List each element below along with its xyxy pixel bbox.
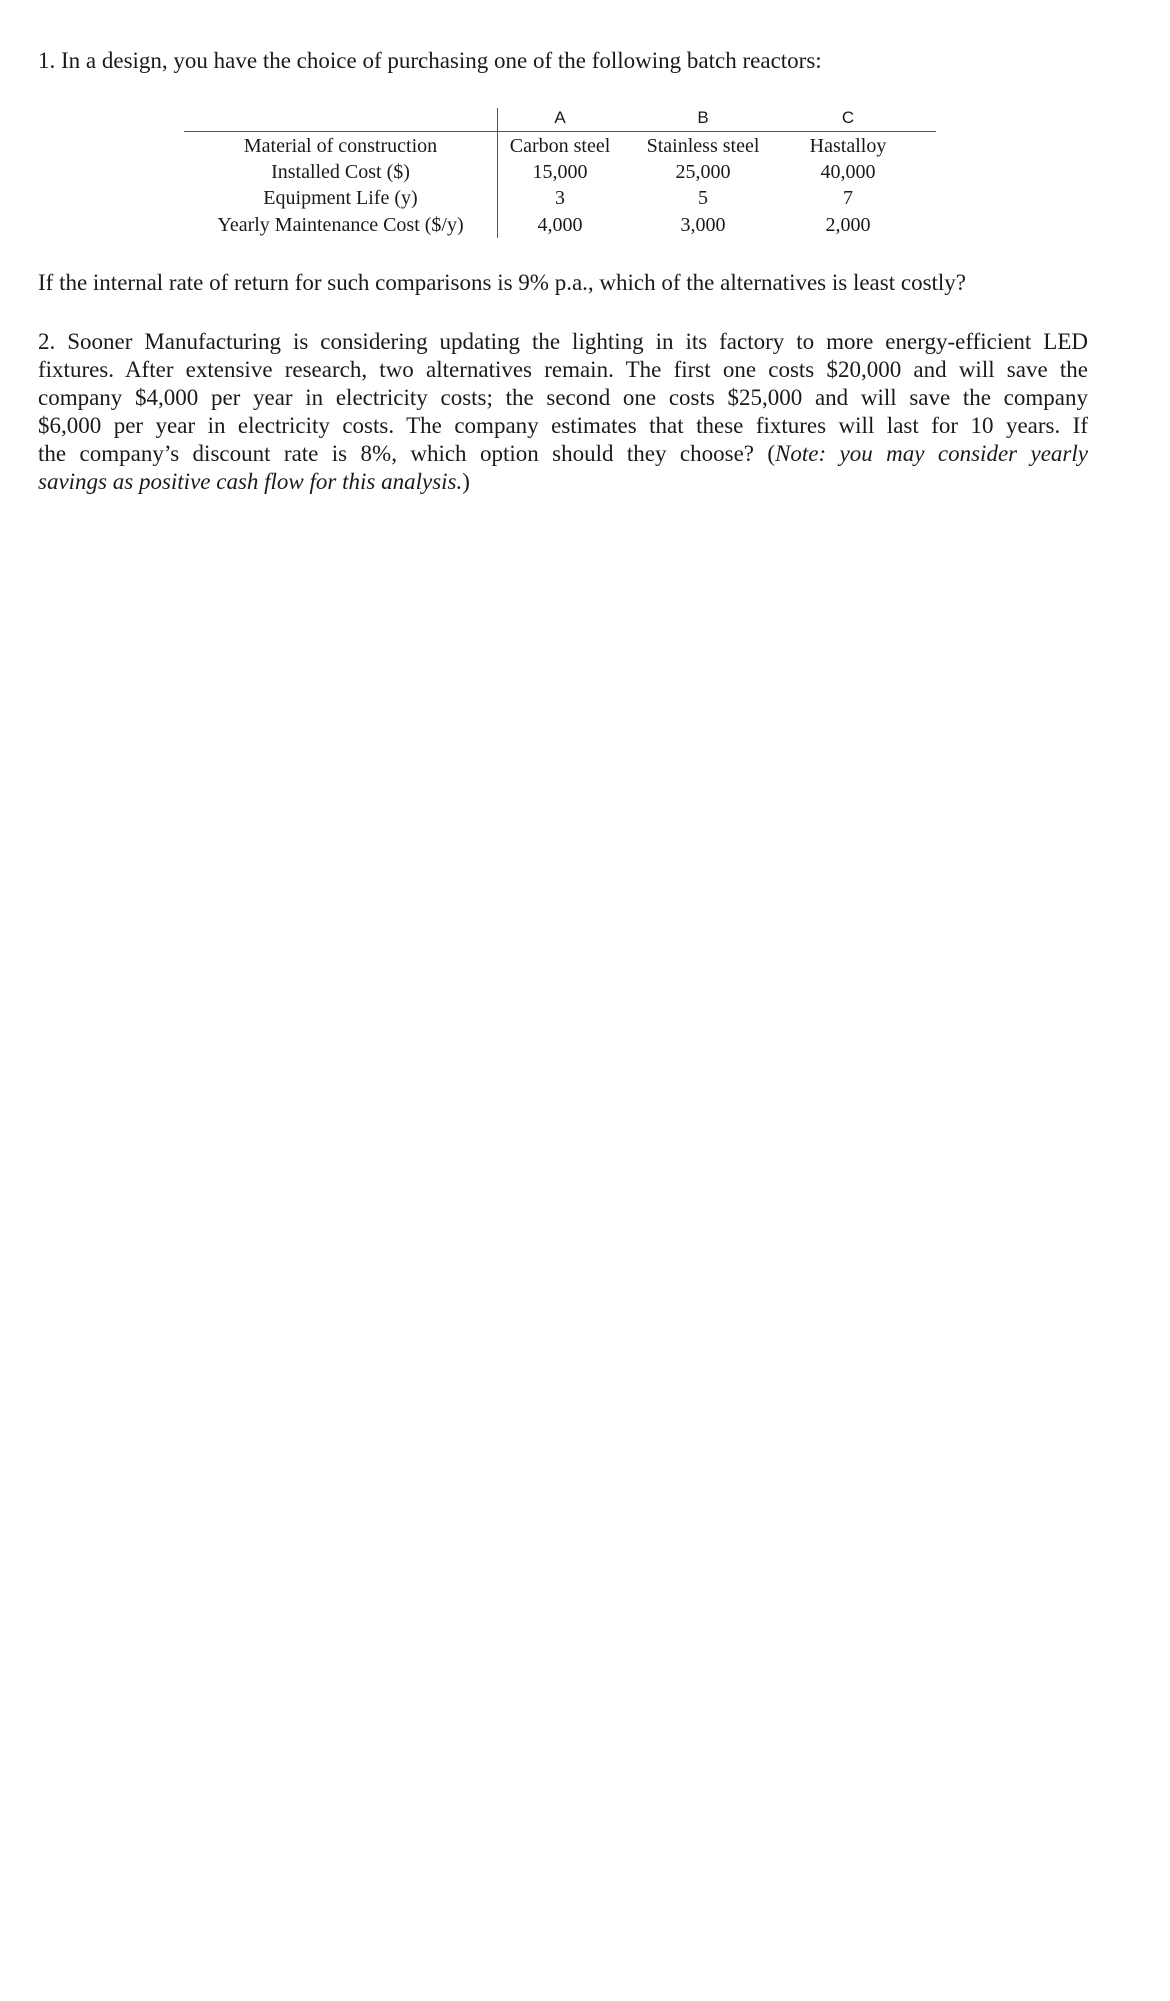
column-header-c: C bbox=[841, 108, 855, 127]
row-label-maintenance-cost: Yearly Maintenance Cost ($/y) bbox=[217, 214, 464, 236]
cell-material-b: Stainless steel bbox=[646, 135, 760, 157]
question-2-text: the company’s discount rate is 8%, which option should they choose? ( bbox=[38, 441, 776, 466]
cell-equipment-life-a: 3 bbox=[555, 187, 565, 209]
cell-maintenance-cost-a: 4,000 bbox=[537, 214, 583, 236]
row-label-installed-cost: Installed Cost ($) bbox=[271, 161, 410, 183]
cell-material-a: Carbon steel bbox=[509, 135, 611, 157]
question-2-line: company $4,000 per year in electricity costs; the second one costs $25,000 and will save the company bbox=[38, 385, 1088, 410]
table-header-divider bbox=[184, 131, 936, 132]
question-1-prompt: If the internal rate of return for such comparisons is 9% p.a., which of the alternatives is least costly? bbox=[38, 270, 967, 295]
question-1-intro: 1. In a design, you have the choice of purchasing one of the following batch reactors: bbox=[38, 48, 822, 73]
cell-maintenance-cost-c: 2,000 bbox=[825, 214, 871, 236]
question-2-line-6 bbox=[38, 468, 1088, 496]
question-2-note: Note: you may consider yearly bbox=[775, 441, 1088, 466]
cell-installed-cost-b: 25,000 bbox=[675, 161, 731, 183]
cell-material-c: Hastalloy bbox=[809, 135, 887, 157]
cell-installed-cost-a: 15,000 bbox=[532, 161, 588, 183]
cell-equipment-life-c: 7 bbox=[843, 187, 853, 209]
column-header-b: B bbox=[697, 108, 709, 127]
question-2-line: 2. Sooner Manufacturing is considering updating the lighting in its factory to more energy-efficient LED bbox=[38, 329, 1088, 354]
row-label-material: Material of construction bbox=[243, 135, 438, 157]
question-2-line: fixtures. After extensive research, two alternatives remain. The first one costs $20,000 and will save the bbox=[38, 357, 1088, 382]
question-2-closing-paren: ) bbox=[462, 469, 470, 494]
question-2-paragraph bbox=[38, 328, 1088, 496]
question-2-line-5 bbox=[38, 440, 1088, 468]
cell-equipment-life-b: 5 bbox=[698, 187, 708, 209]
reactor-comparison-table bbox=[184, 108, 936, 246]
question-2-line: $6,000 per year in electricity costs. The company estimates that these fixtures will last for 10 years. If bbox=[38, 413, 1088, 438]
question-2-note-continued: savings as positive cash flow for this analysis. bbox=[38, 469, 463, 494]
cell-maintenance-cost-b: 3,000 bbox=[680, 214, 726, 236]
column-header-a: A bbox=[554, 108, 566, 127]
cell-installed-cost-c: 40,000 bbox=[820, 161, 876, 183]
row-label-equipment-life: Equipment Life (y) bbox=[263, 187, 418, 209]
